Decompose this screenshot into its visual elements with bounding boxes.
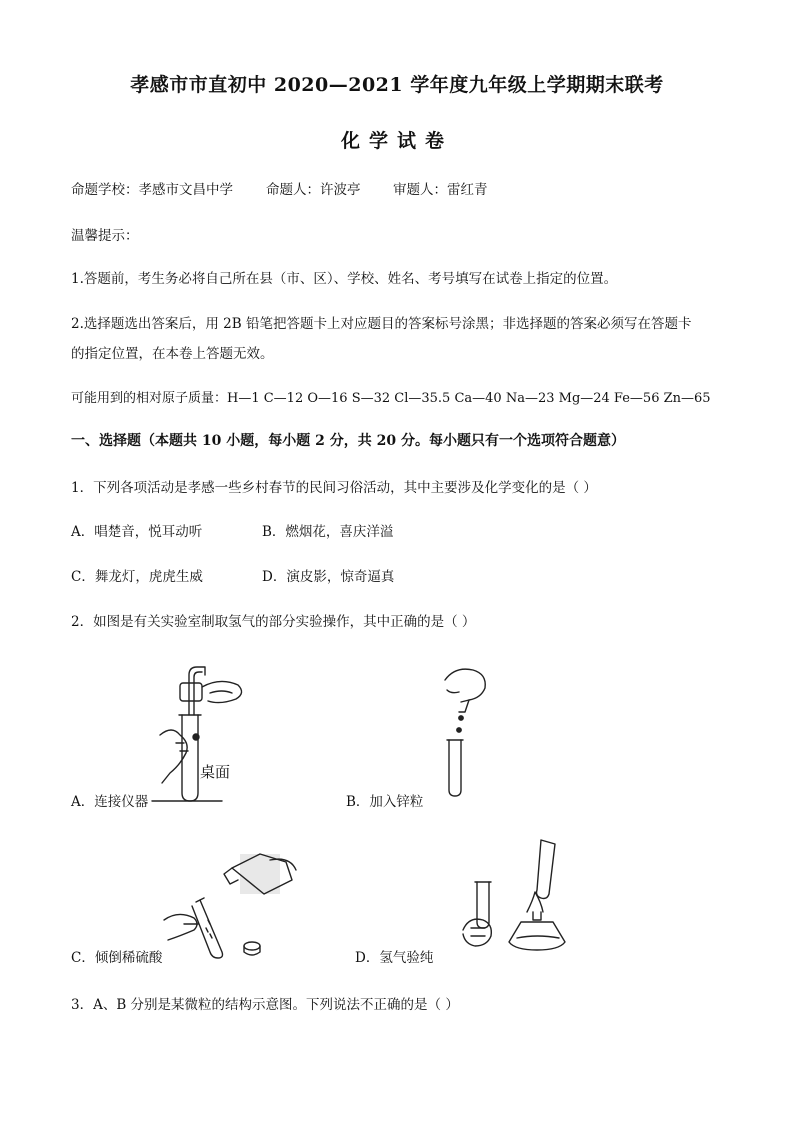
question-1-option-b: B．燃烟花，喜庆洋溢	[262, 524, 394, 540]
question-2-stem: 2．如图是有关实验室制取氢气的部分实验操作，其中正确的是（ ）	[71, 614, 476, 630]
figure-add-zinc	[425, 660, 515, 800]
notice-item-2-line-1: 2.选择题选出答案后，用 2B 铅笔把答题卡上对应题目的答案标号涂黑；非选择题的答案必须写在答题卡	[71, 316, 692, 332]
figure-pour-acid	[160, 840, 310, 960]
figure-a-desk-label: 桌面	[200, 763, 231, 781]
reviewer-info: 审题人：雷红青	[393, 182, 488, 198]
exam-title: 孝感市市直初中 2020—2021 学年度九年级上学期期末联考	[130, 74, 664, 96]
question-1-option-c: C．舞龙灯，虎虎生威	[71, 569, 203, 585]
school-info: 命题学校：孝感市文昌中学	[71, 182, 233, 198]
question-1-stem: 1．下列各项活动是孝感一些乡村春节的民间习俗活动，其中主要涉及化学变化的是（ ）	[71, 480, 597, 496]
question-2-option-d: D．氢气验纯	[355, 950, 434, 966]
notice-label: 温馨提示：	[71, 228, 139, 244]
question-2-option-b: B．加入锌粒	[346, 794, 424, 810]
figure-connect-apparatus	[150, 655, 260, 805]
question-2-option-c: C．倾倒稀硫酸	[71, 950, 163, 966]
exam-subtitle: 化学试卷	[340, 130, 453, 152]
atomic-masses: 可能用到的相对原子质量：H—1 C—12 O—16 S—32 Cl—35.5 Ca—40 Na—23 Mg—24 Fe—56 Zn—65	[71, 391, 711, 406]
notice-item-1: 1.答题前，考生务必将自己所在县（市、区）、学校、姓名、考号填写在试卷上指定的位置。	[71, 271, 618, 287]
question-1-option-d: D．演皮影，惊奇逼真	[262, 569, 395, 585]
question-3-stem: 3．A、B 分别是某微粒的结构示意图。下列说法不正确的是（ ）	[71, 997, 459, 1013]
question-1-option-a: A．唱楚音，悦耳动听	[71, 524, 203, 540]
setter-info: 命题人：许波亭	[266, 182, 361, 198]
section-1-heading: 一、选择题（本题共 10 小题，每小题 2 分，共 20 分。每小题只有一个选项符合题意）	[71, 433, 625, 449]
figure-hydrogen-purity-test	[455, 830, 575, 960]
notice-item-2-line-2: 的指定位置，在本卷上答题无效。	[71, 346, 274, 362]
question-2-option-a: A．连接仪器	[71, 794, 149, 810]
